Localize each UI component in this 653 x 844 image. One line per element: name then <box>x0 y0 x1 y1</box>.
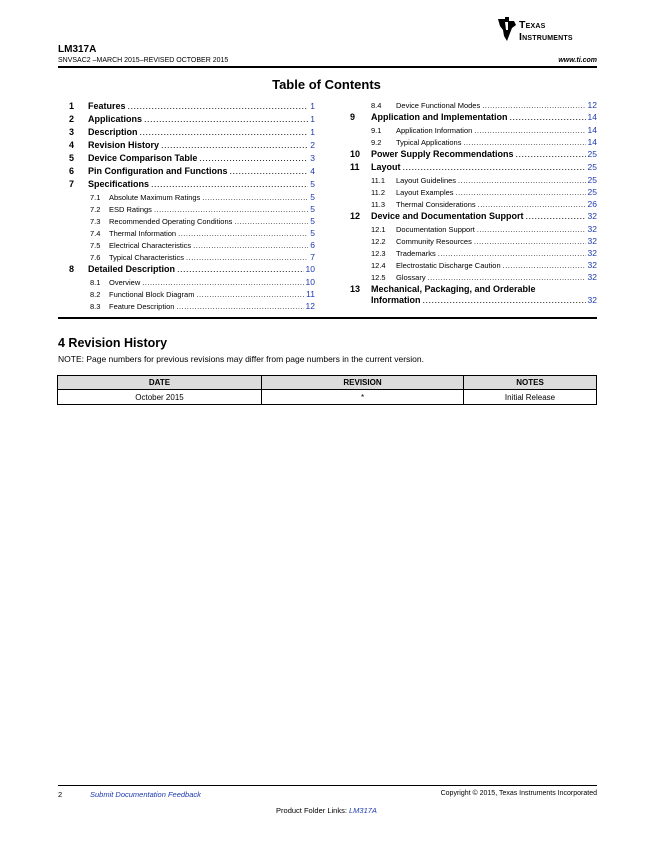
column-header-notes: NOTES <box>464 376 597 390</box>
toc-entry-title: Thermal Information <box>109 229 177 238</box>
toc-entry[interactable] <box>58 251 315 263</box>
toc-entry[interactable] <box>58 191 315 203</box>
toc-entry[interactable] <box>58 139 315 152</box>
toc-entry-title: Device Functional Modes <box>396 101 481 110</box>
toc-entry[interactable] <box>350 148 597 161</box>
toc-entry[interactable] <box>350 210 597 223</box>
toc-page-link[interactable]: 25 <box>587 187 597 197</box>
toc-page-link[interactable]: 12 <box>587 100 597 110</box>
toc-entry[interactable] <box>350 99 597 111</box>
toc-entry-number: 12.1 <box>371 225 386 234</box>
toc-entry[interactable] <box>58 288 315 300</box>
ti-logo <box>496 16 598 44</box>
dot-leader <box>144 113 308 126</box>
toc-entry[interactable] <box>58 239 315 251</box>
toc-page-link[interactable]: 25 <box>587 149 597 159</box>
toc-entry-number: 8 <box>69 264 75 274</box>
toc-entry-title: Community Resources <box>396 237 472 246</box>
toc-entry[interactable] <box>58 300 315 312</box>
toc-entry-title: Trademarks <box>396 249 436 258</box>
toc-entry-number: 9.2 <box>371 138 382 147</box>
toc-entry[interactable] <box>350 235 597 247</box>
dot-leader <box>423 295 586 306</box>
dot-leader <box>199 152 308 165</box>
toc-entry[interactable] <box>350 223 597 235</box>
cell-revision: * <box>262 390 464 405</box>
table-row <box>58 390 597 405</box>
toc-page-link[interactable]: 10 <box>305 277 315 287</box>
toc-entry-title: Layout Examples <box>396 188 454 197</box>
toc-entry-number: 11.1 <box>371 176 386 185</box>
toc-page-link[interactable]: 3 <box>310 153 315 163</box>
toc-page-link[interactable]: 7 <box>310 252 315 262</box>
toc-page-link[interactable]: 5 <box>310 228 315 238</box>
toc-entry-number: 7 <box>69 179 75 189</box>
toc-entry[interactable] <box>58 165 315 178</box>
toc-entry-number: 12 <box>350 211 361 221</box>
dot-leader <box>176 301 303 313</box>
toc-entry-title: Description <box>88 127 138 137</box>
toc-entry-number: 12.4 <box>371 261 386 270</box>
toc-entry[interactable] <box>58 203 315 215</box>
toc-entry-title: Device Comparison Table <box>88 153 198 163</box>
toc-entry[interactable] <box>58 263 315 276</box>
toc-entry-title: ESD Ratings <box>109 205 152 214</box>
toc-page-link[interactable]: 14 <box>587 137 597 147</box>
toc-entry-title: Layout <box>371 162 401 172</box>
part-number: LM317A <box>58 44 97 55</box>
toc-entry[interactable] <box>58 152 315 165</box>
toc-right-column <box>350 99 597 306</box>
dot-leader <box>128 100 309 113</box>
document-id: SNVSAC2 –MARCH 2015–REVISED OCTOBER 2015 <box>58 57 229 64</box>
toc-entry-number: 13 <box>350 284 361 294</box>
toc-page-link[interactable]: 1 <box>310 127 315 137</box>
toc-page-link[interactable]: 32 <box>587 236 597 246</box>
toc-entry[interactable] <box>350 174 597 186</box>
logo-text-line2: Instruments <box>519 31 573 43</box>
ti-logo-icon <box>496 16 518 42</box>
toc-page-link[interactable]: 32 <box>587 295 597 305</box>
toc-page-link[interactable]: 32 <box>587 248 597 258</box>
toc-entry-title: Application and Implementation <box>371 112 508 122</box>
toc-entry[interactable] <box>350 136 597 148</box>
toc-page-link[interactable]: 26 <box>587 199 597 209</box>
toc-entry-title: Electrostatic Discharge Caution <box>396 261 501 270</box>
website-link[interactable]: www.ti.com <box>558 57 597 64</box>
toc-entry-title: Power Supply Recommendations <box>371 149 514 159</box>
toc-entry[interactable] <box>58 227 315 239</box>
toc-page-link[interactable]: 5 <box>310 179 315 189</box>
toc-page-link[interactable]: 11 <box>306 289 315 299</box>
toc-entry-number: 8.4 <box>371 101 382 110</box>
toc-entry-number: 1 <box>69 101 75 111</box>
toc-entry-number: 8.3 <box>90 302 101 311</box>
toc-page-link[interactable]: 5 <box>310 192 315 202</box>
toc-entry-title-line2: Information <box>371 295 421 305</box>
toc-entry[interactable] <box>58 113 315 126</box>
cell-date: October 2015 <box>58 390 262 405</box>
dot-leader <box>161 139 308 152</box>
toc-entry-title: Thermal Considerations <box>396 200 476 209</box>
product-folder-link[interactable]: LM317A <box>349 806 377 815</box>
column-header-date: DATE <box>58 376 262 390</box>
toc-entry-number: 7.2 <box>90 205 101 214</box>
toc-entry-number: 8.1 <box>90 278 101 287</box>
copyright: Copyright © 2015, Texas Instruments Incorporated <box>440 790 597 797</box>
toc-entry-title: Typical Characteristics <box>109 253 185 262</box>
toc-page-link[interactable]: 32 <box>587 272 597 282</box>
toc-entry[interactable] <box>350 124 597 136</box>
header-rule <box>58 66 597 68</box>
toc-page-link[interactable]: 12 <box>305 301 315 311</box>
toc-entry-number: 10 <box>350 149 361 159</box>
toc-entry-number: 4 <box>69 140 75 150</box>
toc-page-link[interactable]: 6 <box>310 240 315 250</box>
toc-entry-number: 7.3 <box>90 217 101 226</box>
toc-entry-number: 12.3 <box>371 249 386 258</box>
toc-page-link[interactable]: 25 <box>587 162 597 172</box>
section-heading: 4 Revision History <box>58 336 168 350</box>
dot-leader <box>403 161 586 174</box>
toc-entry-title: Absolute Maximum Ratings <box>109 193 201 202</box>
dot-leader <box>230 165 309 178</box>
toc-entry-number: 3 <box>69 127 75 137</box>
feedback-link[interactable]: Submit Documentation Feedback <box>90 790 201 799</box>
toc-entry-title: Layout Guidelines <box>396 176 457 185</box>
toc-entry-number: 6 <box>69 166 75 176</box>
toc-entry-title: Specifications <box>88 179 150 189</box>
product-folder-links <box>0 806 653 815</box>
toc-entry-title: Overview <box>109 278 141 287</box>
dot-leader <box>177 263 304 276</box>
toc-entry-number: 11 <box>350 162 360 172</box>
toc-page-link[interactable]: 32 <box>587 260 597 270</box>
toc-entry[interactable] <box>58 178 315 191</box>
toc-page-link[interactable]: 10 <box>305 264 315 274</box>
toc-entry[interactable] <box>350 284 597 306</box>
toc-entry-number: 9.1 <box>371 126 382 135</box>
toc-entry-title: Pin Configuration and Functions <box>88 166 228 176</box>
toc-entry-title: Documentation Support <box>396 225 475 234</box>
dot-leader <box>151 178 308 191</box>
toc-entry-title: Typical Applications <box>396 138 462 147</box>
toc-bottom-rule <box>58 317 597 319</box>
toc-entry[interactable] <box>350 161 597 174</box>
revision-note: NOTE: Page numbers for previous revisions may differ from page numbers in the current version. <box>58 354 424 364</box>
dot-leader <box>516 148 586 161</box>
toc-entry-title: Features <box>88 101 126 111</box>
toc-page-link[interactable]: 25 <box>587 175 597 185</box>
toc-entry-title-line1: Mechanical, Packaging, and Orderable <box>371 284 536 294</box>
toc-left-column <box>58 100 315 312</box>
page-number: 2 <box>58 790 63 799</box>
toc-entry-number: 9 <box>350 112 356 122</box>
toc-entry-title: Device and Documentation Support <box>371 211 524 221</box>
toc-entry-number: 11.3 <box>371 200 386 209</box>
toc-entry[interactable] <box>350 271 597 283</box>
toc-page-link[interactable]: 1 <box>310 114 315 124</box>
footer-rule <box>58 785 597 786</box>
toc-page-link[interactable]: 32 <box>587 211 597 221</box>
toc-entry-title: Application Information <box>396 126 473 135</box>
revision-table <box>57 375 597 405</box>
dot-leader <box>526 210 586 223</box>
toc-entry[interactable] <box>350 247 597 259</box>
toc-entry-title: Detailed Description <box>88 264 176 274</box>
toc-page-link[interactable]: 5 <box>310 216 315 226</box>
toc-entry-title: Applications <box>88 114 143 124</box>
toc-entry[interactable] <box>350 186 597 198</box>
toc-page-link[interactable]: 14 <box>587 125 597 135</box>
toc-page-link[interactable]: 32 <box>587 224 597 234</box>
toc-page-link[interactable]: 5 <box>310 204 315 214</box>
toc-entry[interactable] <box>58 276 315 288</box>
table-header-row <box>58 376 597 390</box>
toc-page-link[interactable]: 4 <box>310 166 315 176</box>
dot-leader <box>428 272 586 284</box>
toc-entry-number: 7.5 <box>90 241 101 250</box>
toc-entry-title: Revision History <box>88 140 160 150</box>
toc-entry-number: 8.2 <box>90 290 101 299</box>
toc-title: Table of Contents <box>272 77 381 92</box>
logo-text-line1: Texas <box>519 19 546 31</box>
toc-entry-title: Glossary <box>396 273 426 282</box>
toc-page-link[interactable]: 14 <box>587 112 597 122</box>
cell-notes: Initial Release <box>464 390 597 405</box>
toc-page-link[interactable]: 1 <box>310 101 315 111</box>
toc-entry-number: 7.1 <box>90 193 101 202</box>
toc-entry[interactable] <box>58 215 315 227</box>
dot-leader <box>510 111 586 124</box>
toc-entry[interactable] <box>58 126 315 139</box>
toc-entry-number: 7.4 <box>90 229 101 238</box>
column-header-revision: REVISION <box>262 376 464 390</box>
toc-entry-title: Functional Block Diagram <box>109 290 195 299</box>
toc-entry[interactable] <box>350 259 597 271</box>
toc-entry-number: 5 <box>69 153 75 163</box>
toc-entry-number: 11.2 <box>371 188 386 197</box>
toc-entry-number: 12.5 <box>371 273 386 282</box>
toc-entry-title: Electrical Characteristics <box>109 241 192 250</box>
toc-entry[interactable] <box>350 111 597 124</box>
toc-entry-title: Recommended Operating Conditions <box>109 217 233 226</box>
product-folder-prefix: Product Folder Links: <box>276 806 349 815</box>
toc-page-link[interactable]: 2 <box>310 140 315 150</box>
dot-leader <box>140 126 309 139</box>
toc-entry-number: 12.2 <box>371 237 386 246</box>
toc-entry-number: 2 <box>69 114 75 124</box>
toc-entry-number: 7.6 <box>90 253 101 262</box>
toc-entry[interactable] <box>58 100 315 113</box>
toc-entry-title: Feature Description <box>109 302 175 311</box>
toc-entry[interactable] <box>350 198 597 210</box>
